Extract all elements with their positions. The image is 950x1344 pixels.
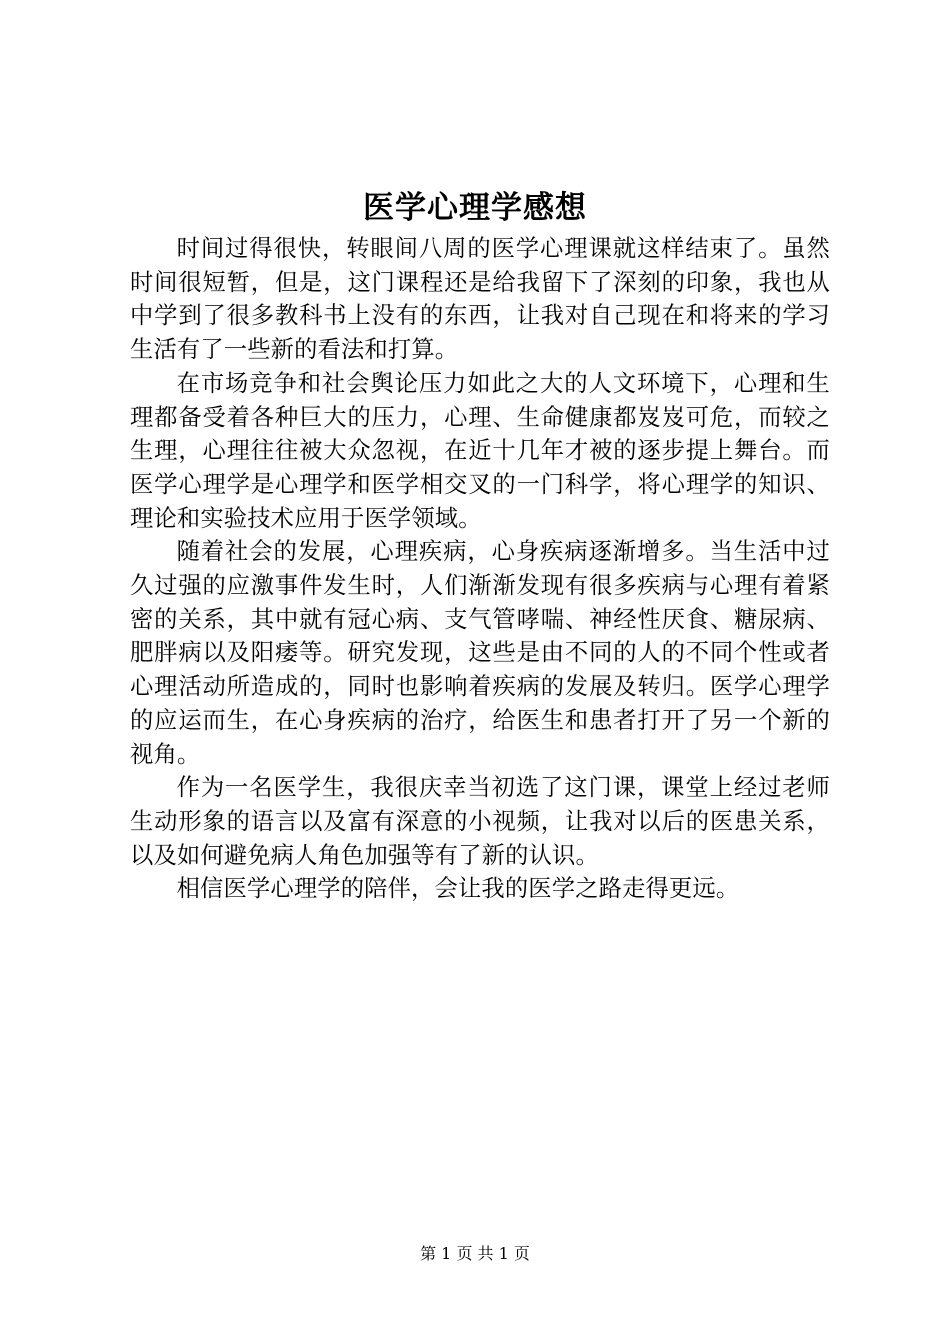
page-number-footer: 第 1 页 共 1 页	[420, 1244, 530, 1263]
paragraph-3: 随着社会的发展，心理疾病，心身疾病逐渐增多。当生活中过久过强的应激事件发生时，人们渐渐发现有很多疾病与心理有着紧密的关系，其中就有冠心病、支气管哮喘、神经性厌食、糖尿病、肥胖病以及阳痿等。研究发现，这些是由不同的人的不同个性或者心理活动所造成的，同时也影响着疾病的发展及转归。医学心理学的应运而生，在心身疾病的治疗，给医生和患者打开了另一个新的视角。	[130, 538, 830, 768]
document-title: 医学心理学感想	[363, 190, 587, 226]
document-body	[130, 232, 830, 906]
paragraph-4: 作为一名医学生，我很庆幸当初选了这门课，课堂上经过老师生动形象的语言以及富有深意的小视频，让我对以后的医患关系，以及如何避免病人角色加强等有了新的认识。	[130, 774, 830, 869]
paragraph-1: 时间过得很快，转眼间八周的医学心理课就这样结束了。虽然时间很短暂，但是，这门课程还是给我留下了深刻的印象，我也从中学到了很多教科书上没有的东西，让我对自己现在和将来的学习生活有了一些新的看法和打算。	[130, 235, 830, 364]
paragraph-5: 相信医学心理学的陪伴，会让我的医学之路走得更远。	[176, 875, 740, 903]
paragraph-2: 在市场竞争和社会舆论压力如此之大的人文环境下，心理和生理都备受着各种巨大的压力，心理、生命健康都岌岌可危，而较之生理，心理往往被大众忽视，在近十几年才被的逐步提上舞台。而医学心理学是心理学和医学相交叉的一门科学，将心理学的知识、理论和实验技术应用于医学领域。	[130, 369, 830, 532]
